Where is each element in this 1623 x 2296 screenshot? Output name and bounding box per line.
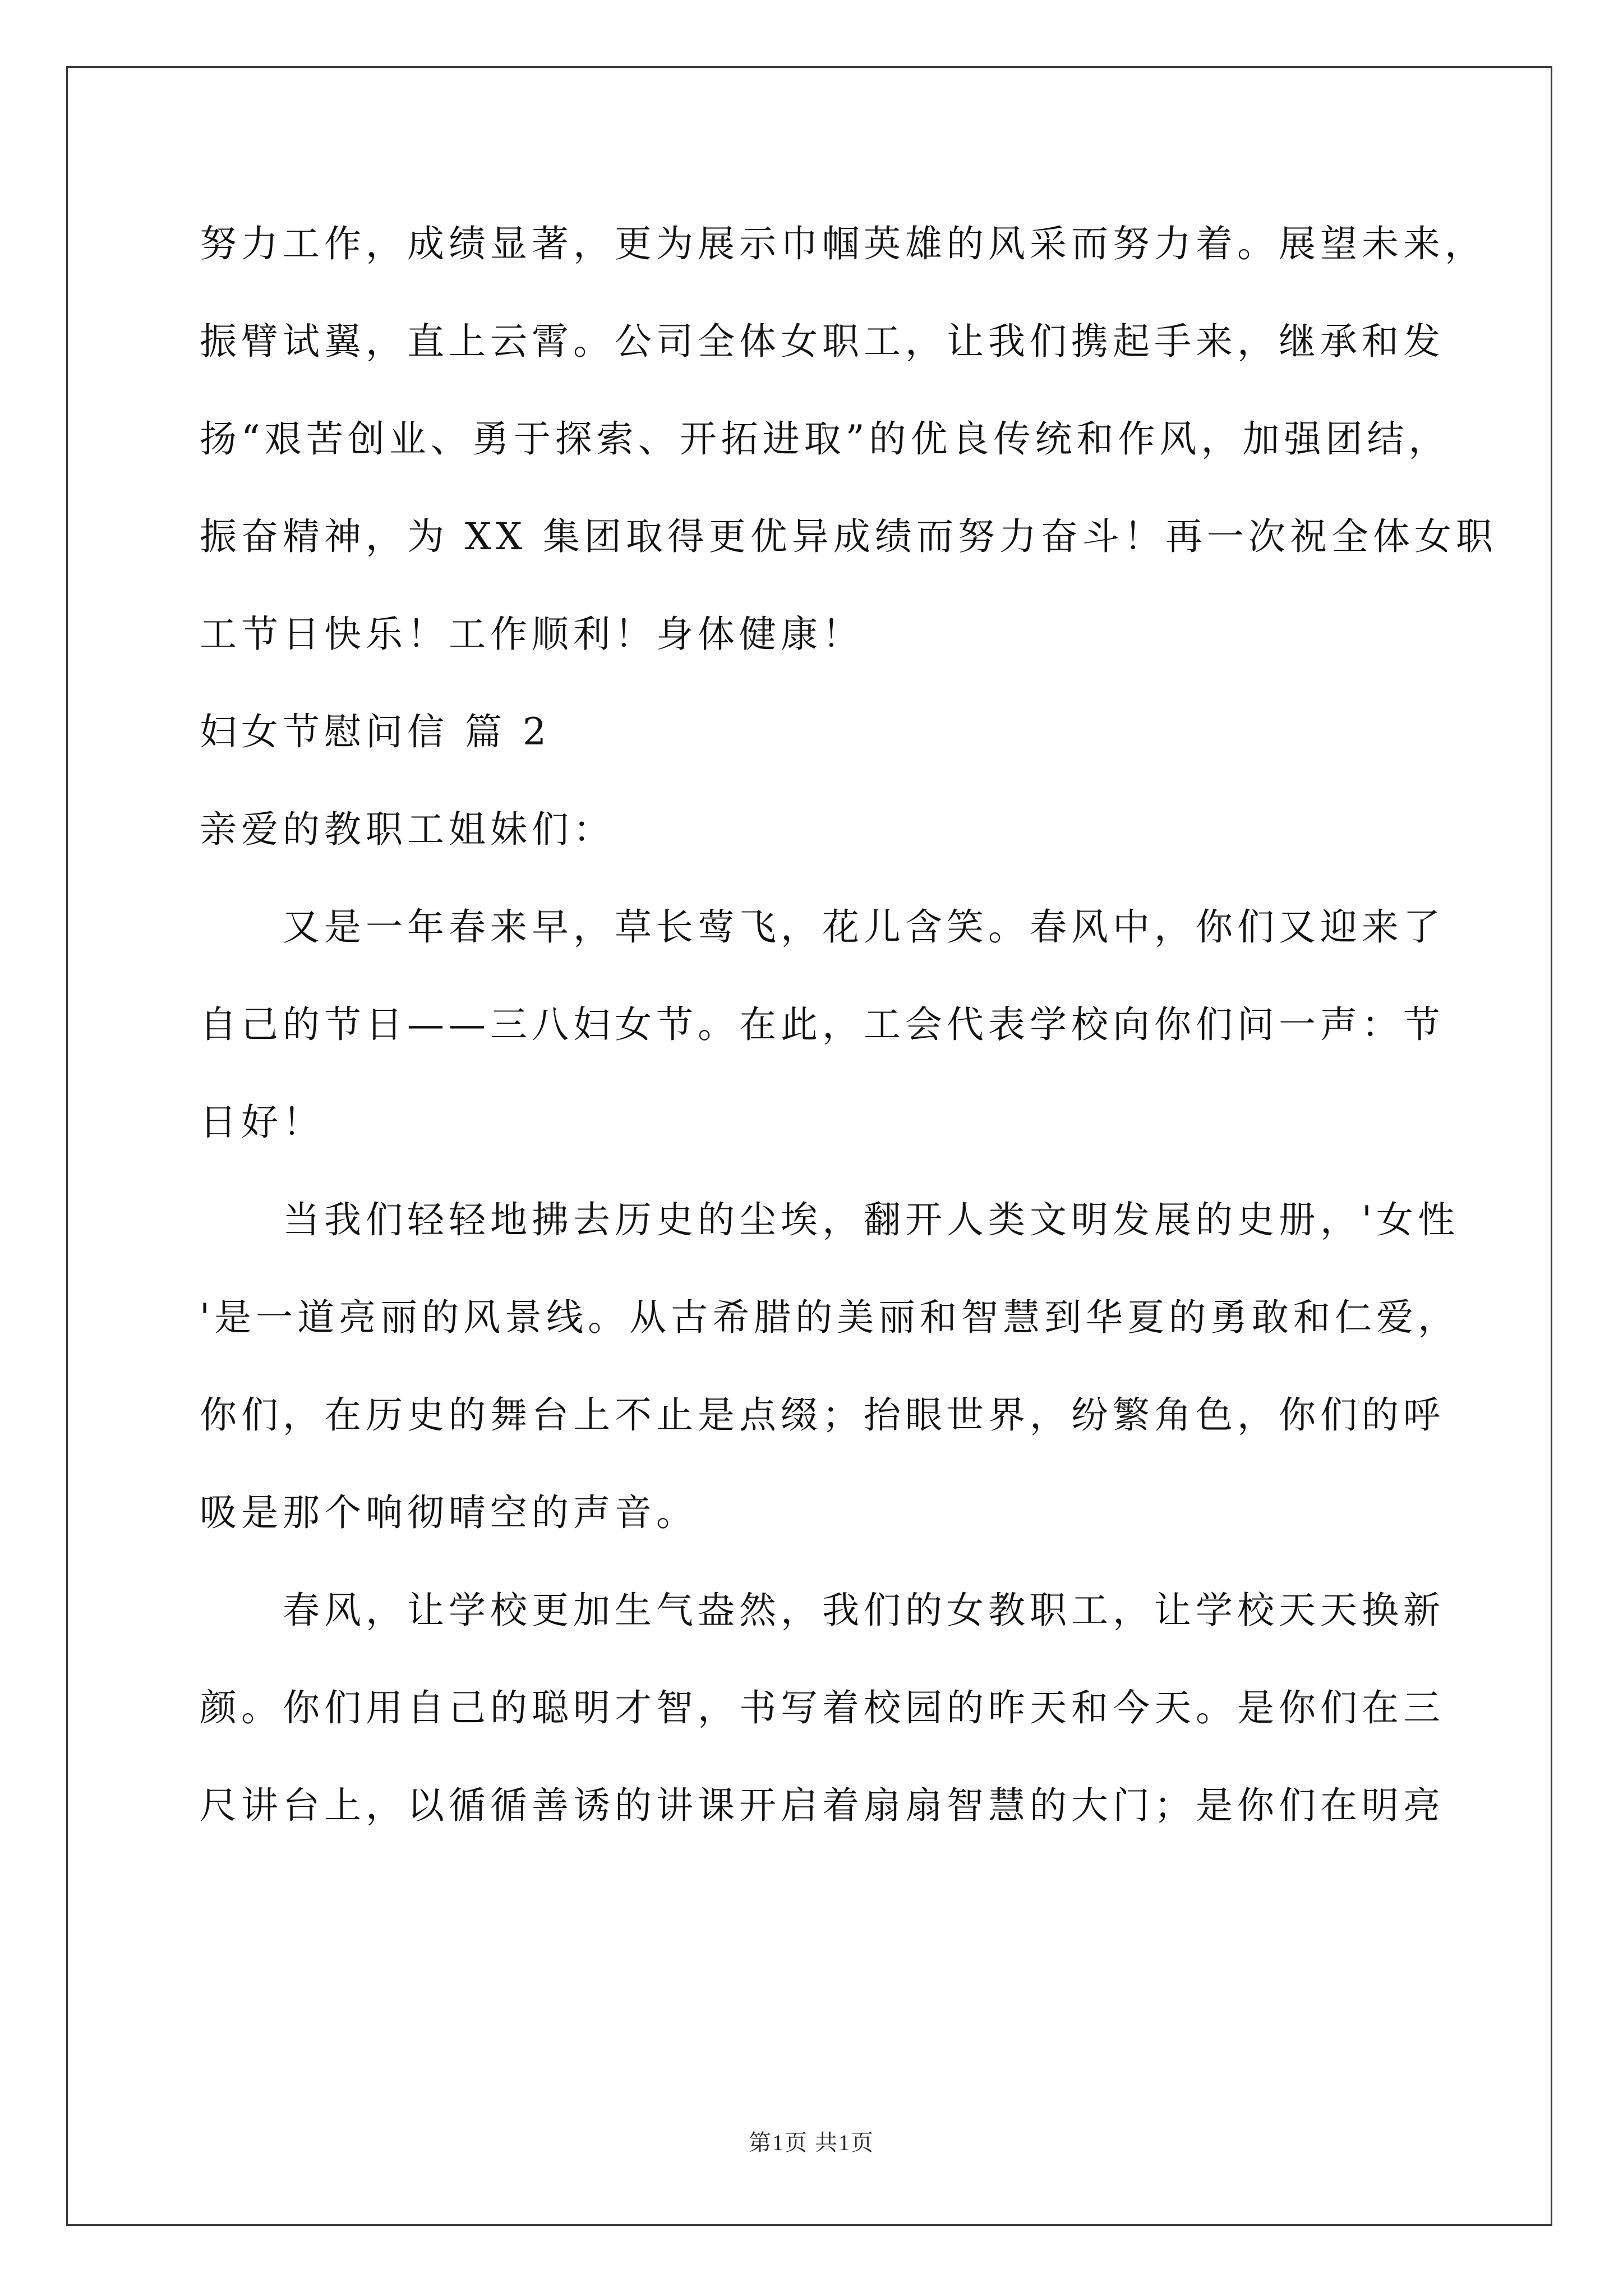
text-line: '是一道亮丽的风景线。从古希腊的美丽和智慧到华夏的勇敢和仁爱，: [200, 1296, 1460, 1339]
text-line: 你们，在历史的舞台上不止是点缀；抬眼世界，纷繁角色，你们的呼: [200, 1393, 1445, 1437]
page-number: 第1页 共1页: [749, 2130, 874, 2155]
paragraph-start: 春风，让学校更加生气盎然，我们的女教职工，让学校天天换新: [283, 1589, 1445, 1632]
section-heading: 妇女节慰问信 篇 2: [200, 710, 551, 753]
text-line: 尺讲台上，以循循善诱的讲课开启着扇扇智慧的大门；是你们在明亮: [200, 1784, 1445, 1827]
text-line: 颜。你们用自己的聪明才智，书写着校园的昨天和今天。是你们在三: [200, 1686, 1445, 1729]
paragraph-start: 当我们轻轻地拂去历史的尘埃，翻开人类文明发展的史册，'女性: [283, 1198, 1460, 1241]
text-line: 自己的节日——三八妇女节。在此，工会代表学校向你们问一声：节: [200, 1003, 1445, 1046]
salutation: 亲爱的教职工姐妹们：: [200, 808, 615, 851]
text-line: 工节日快乐！工作顺利！身体健康！: [200, 613, 864, 656]
text-line: 振奋精神，为 XX 集团取得更优异成绩而努力奋斗！再一次祝全体女职: [200, 515, 1497, 558]
text-line: 振臂试翼，直上云霄。公司全体女职工，让我们携起手来，继承和发: [200, 320, 1445, 363]
text-line: 吸是那个响彻晴空的声音。: [200, 1491, 698, 1534]
text-line: 努力工作，成绩显著，更为展示巾帼英雄的风采而努力着。展望未来，: [200, 222, 1486, 265]
paragraph-start: 又是一年春来早，草长莺飞，花儿含笑。春风中，你们又迎来了: [283, 905, 1445, 949]
text-line: 扬“艰苦创业、勇于探索、开拓进取”的优良传统和作风，加强团结，: [200, 417, 1450, 461]
text-line: 日好！: [200, 1101, 324, 1144]
